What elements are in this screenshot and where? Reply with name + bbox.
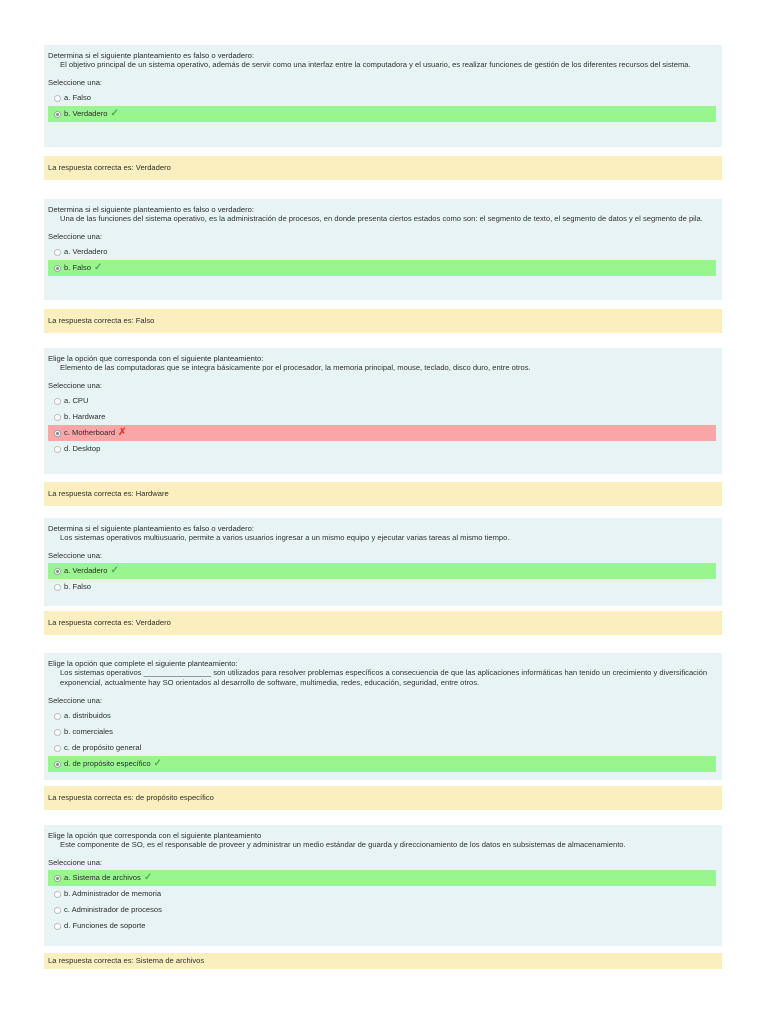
- option-c[interactable]: [48, 740, 716, 756]
- option-label: a. distribuidos: [64, 711, 111, 720]
- option-label: b. Falso: [64, 263, 92, 272]
- option-b-selected-correct[interactable]: [48, 260, 716, 276]
- cross-icon: ✗: [118, 427, 127, 438]
- option-label: a. Verdadero: [64, 566, 108, 575]
- option-label: d. de propósito específico: [64, 759, 151, 768]
- select-label: Seleccione una:: [48, 696, 103, 705]
- select-label: Seleccione una:: [48, 381, 103, 390]
- radio-button[interactable]: [54, 875, 61, 882]
- question-3: [44, 348, 722, 474]
- feedback-1: [44, 156, 722, 180]
- radio-button[interactable]: [54, 414, 61, 421]
- question-prompt: Determina si el siguiente planteamiento es falso o verdadero:: [48, 205, 254, 214]
- option-b[interactable]: [48, 579, 716, 595]
- select-label: Seleccione una:: [48, 858, 103, 867]
- check-icon: ✓: [110, 565, 119, 576]
- select-label: Seleccione una:: [48, 78, 103, 87]
- question-prompt: Elige la opción que corresponda con el siguiente planteamiento: [48, 831, 262, 840]
- radio-button[interactable]: [54, 761, 61, 768]
- option-c-selected-incorrect[interactable]: [48, 425, 716, 441]
- question-statement: Este componente de SO, es el responsable de proveer y administrar un medio estándar de guarda y direccionamiento de los datos en subsistemas de almacenamiento.: [60, 840, 626, 849]
- check-icon: ✓: [94, 262, 103, 273]
- radio-button[interactable]: [54, 249, 61, 256]
- option-label: a. Falso: [64, 93, 92, 102]
- option-c[interactable]: [48, 902, 716, 918]
- radio-button[interactable]: [54, 729, 61, 736]
- option-label: d. Desktop: [64, 444, 101, 453]
- question-statement: Los sistemas operativos multiusuario, permite a varios usuarios ingresar a un mismo equipo y ejecutar varias tareas al mismo tiempo.: [60, 533, 510, 542]
- feedback-3: [44, 482, 722, 506]
- radio-button[interactable]: [54, 568, 61, 575]
- question-statement: El objetivo principal de un sistema operativo, además de servir como una interfaz entre la computadora y el usuario, es realizar funciones de gestión de los diferentes recursos del sistema.: [60, 60, 691, 69]
- feedback-text: La respuesta correcta es: Verdadero: [48, 163, 171, 172]
- option-d[interactable]: [48, 918, 716, 934]
- feedback-text: La respuesta correcta es: Hardware: [48, 489, 169, 498]
- feedback-text: La respuesta correcta es: de propósito específico: [48, 793, 214, 802]
- radio-button[interactable]: [54, 891, 61, 898]
- option-label: a. Verdadero: [64, 247, 108, 256]
- radio-button[interactable]: [54, 265, 61, 272]
- radio-button[interactable]: [54, 923, 61, 930]
- radio-button[interactable]: [54, 446, 61, 453]
- option-b-selected-correct[interactable]: [48, 106, 716, 122]
- option-label: b. Hardware: [64, 412, 106, 421]
- select-label: Seleccione una:: [48, 551, 103, 560]
- question-5: [44, 653, 722, 780]
- option-a-selected-correct[interactable]: [48, 563, 716, 579]
- question-statement: Elemento de las computadoras que se integra básicamente por el procesador, la memoria principal, mouse, teclado, disco duro, entre otros.: [60, 363, 531, 372]
- radio-button[interactable]: [54, 398, 61, 405]
- option-d[interactable]: [48, 441, 716, 457]
- feedback-6: [44, 953, 722, 969]
- feedback-text: La respuesta correcta es: Sistema de archivos: [48, 956, 205, 965]
- option-label: b. Administrador de memoria: [64, 889, 162, 898]
- question-prompt: Determina si el siguiente planteamiento es falso o verdadero:: [48, 51, 254, 60]
- question-1: [44, 45, 722, 147]
- feedback-text: La respuesta correcta es: Verdadero: [48, 618, 171, 627]
- question-4: [44, 518, 722, 606]
- radio-button[interactable]: [54, 111, 61, 118]
- question-statement: Los sistemas operativos ________________ son utilizados para resolver problemas específicos a consecuencia de que las aplicaciones informáticas han tenido un crecimiento y diversificación exponencial, actualmente hay SO orientados al desarrollo de software, multimedia, redes, educación, seguridad, entre otros.: [60, 668, 708, 687]
- option-b[interactable]: [48, 409, 716, 425]
- option-label: d. Funciones de soporte: [64, 921, 146, 930]
- radio-button[interactable]: [54, 430, 61, 437]
- option-label: a. CPU: [64, 396, 89, 405]
- option-a[interactable]: [48, 90, 716, 106]
- select-label: Seleccione una:: [48, 232, 103, 241]
- option-a[interactable]: [48, 393, 716, 409]
- option-d-selected-correct[interactable]: [48, 756, 716, 772]
- option-label: b. comerciales: [64, 727, 113, 736]
- check-icon: ✓: [110, 108, 119, 119]
- radio-button[interactable]: [54, 584, 61, 591]
- question-prompt: Determina si el siguiente planteamiento es falso o verdadero:: [48, 524, 254, 533]
- question-prompt: Elige la opción que corresponda con el siguiente planteamiento:: [48, 354, 264, 363]
- option-b[interactable]: [48, 886, 716, 902]
- option-label: c. Administrador de procesos: [64, 905, 162, 914]
- feedback-5: [44, 786, 722, 810]
- check-icon: ✓: [143, 872, 153, 883]
- option-label: a. Sistema de archivos: [64, 873, 141, 882]
- option-label: c. de propósito general: [64, 743, 142, 752]
- radio-button[interactable]: [54, 745, 61, 752]
- feedback-text: La respuesta correcta es: Falso: [48, 316, 155, 325]
- option-b[interactable]: [48, 724, 716, 740]
- radio-button[interactable]: [54, 713, 61, 720]
- radio-button[interactable]: [54, 907, 61, 914]
- option-a-selected-correct[interactable]: [48, 870, 716, 886]
- feedback-4: [44, 611, 722, 635]
- check-icon: ✓: [153, 758, 162, 769]
- feedback-2: [44, 309, 722, 333]
- question-2: [44, 199, 722, 300]
- option-label: b. Verdadero: [64, 109, 108, 118]
- option-label: b. Falso: [64, 582, 92, 591]
- option-label: c. Motherboard: [64, 428, 116, 437]
- option-a[interactable]: [48, 244, 716, 260]
- option-a[interactable]: [48, 708, 716, 724]
- question-prompt: Elige la opción que complete el siguiente planteamiento:: [48, 659, 238, 668]
- radio-button[interactable]: [54, 95, 61, 102]
- question-statement: Una de las funciones del sistema operativo, es la administración de procesos, en donde presenta ciertos estados como son: el segmento de texto, el segmento de datos y el segmento de pila.: [60, 214, 703, 223]
- question-6: [44, 825, 722, 946]
